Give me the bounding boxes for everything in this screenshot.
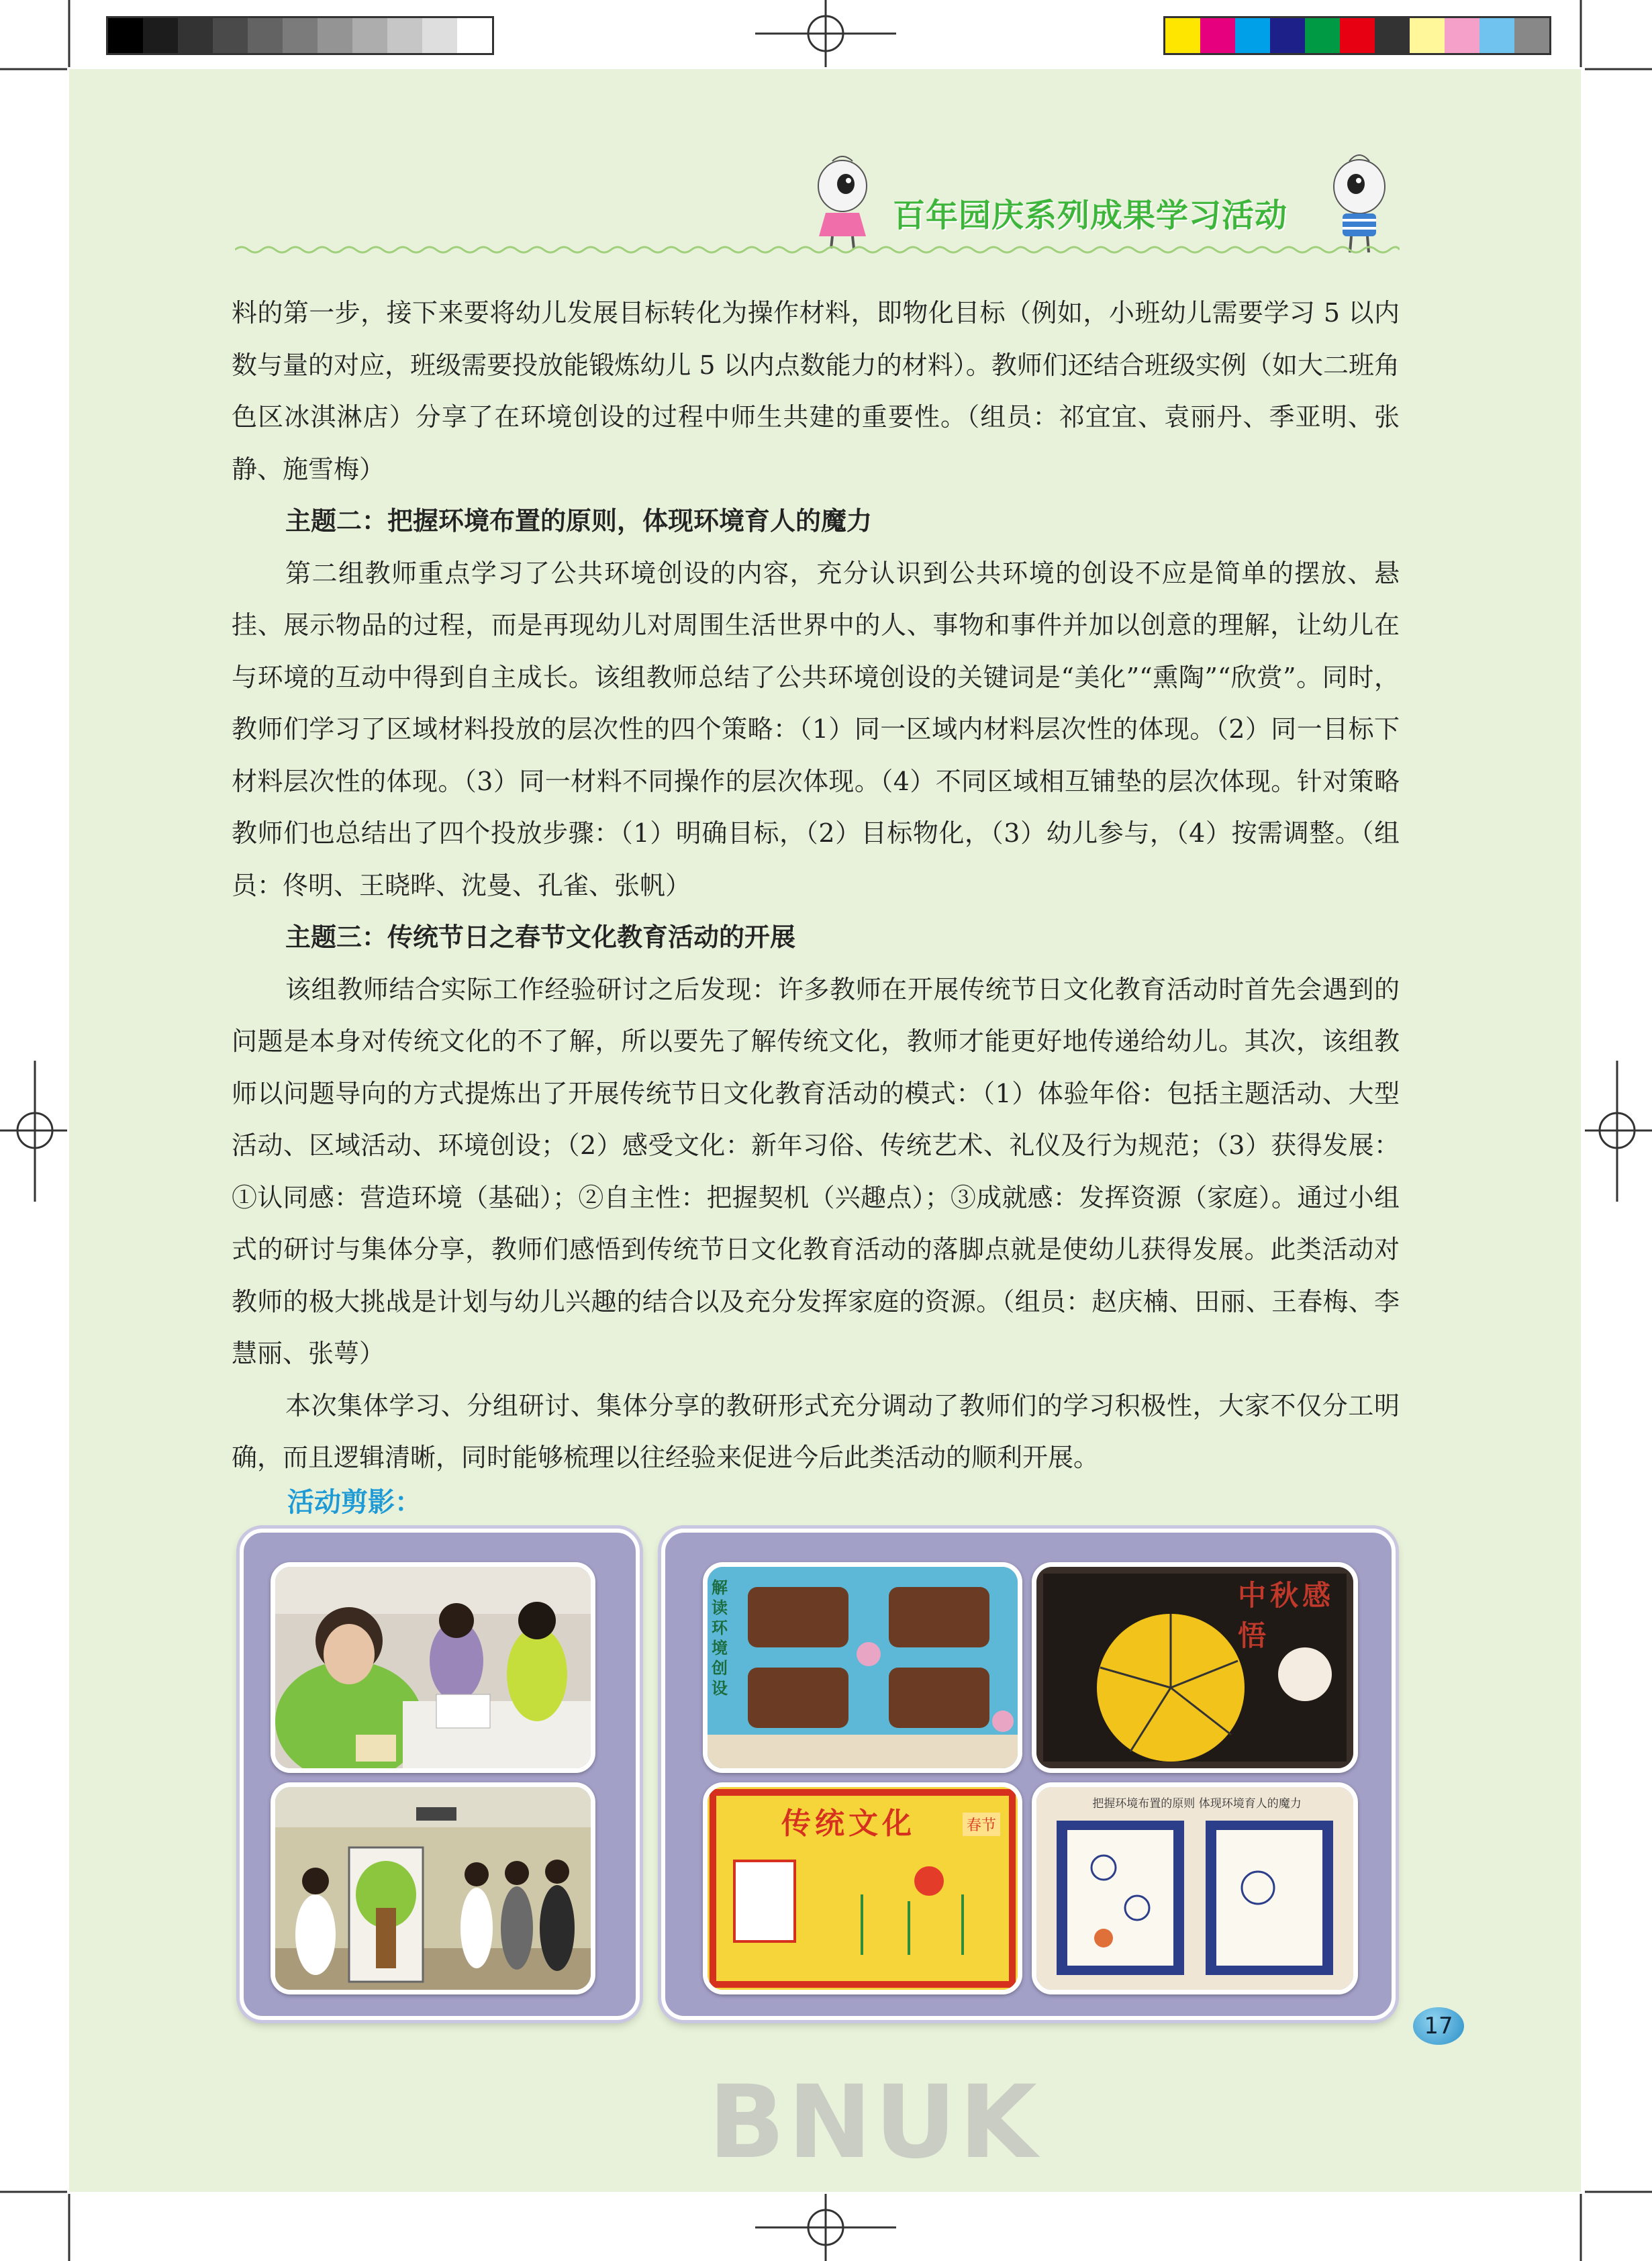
photo-board-environment: [703, 1562, 1022, 1773]
photo-board-traditional-culture: [703, 1782, 1022, 1994]
photo-board-mid-autumn: [1032, 1562, 1358, 1773]
page-header: [806, 154, 1410, 255]
board3-tag: 春节: [963, 1813, 1000, 1836]
board3-title: 传统文化: [781, 1807, 916, 1841]
article-body: [232, 287, 1400, 1484]
photo-teachers-studying: [271, 1562, 595, 1773]
mascot-boy-icon: [1319, 154, 1400, 255]
section-heading-2: 主题二：把握环境布置的原则，体现环境育人的魔力: [285, 506, 873, 536]
header-title: 百年园庆系列成果学习活动: [893, 197, 1288, 234]
mascot-girl-icon: [806, 156, 879, 250]
section-heading-3: 主题三：传统节日之春节文化教育活动的开展: [285, 922, 796, 952]
page-number: 17: [1413, 2007, 1464, 2045]
photo-frame-left: [240, 1529, 640, 2020]
grayscale-color-bar: [106, 16, 494, 55]
photo-group-sharing: [271, 1782, 595, 1994]
board4-title: 把握环境布置的原则 体现环境育人的魔力: [1092, 1797, 1302, 1811]
paragraph-1: 料的第一步，接下来要将幼儿发展目标转化为操作材料，即物化目标（例如，小班幼儿需要学习 5 以内数与量的对应，班级需要投放能锻炼幼儿 5 以内点数能力的材料）。教师们还结合班级实例（如大二班角色区冰淇淋店）分享了在环境创设的过程中师生共建的重要性。（组员：祁宜宜、袁丽丹、季亚明、张静、施雪梅）: [232, 298, 1400, 484]
photos-subtitle: 活动剪影：: [287, 1487, 422, 1518]
header-divider: [235, 243, 1400, 256]
paragraph-2: 第二组教师重点学习了公共环境创设的内容，充分认识到公共环境的创设不应是简单的摆放、悬挂、展示物品的过程，而是再现幼儿对周围生活世界中的人、事物和事件并加以创意的理解，让幼儿在与环境的互动中得到自主成长。该组教师总结了公共环境创设的关键词是“美化”“熏陶”“欣赏”。同时，教师们学习了区域材料投放的层次性的四个策略：（1）同一区域内材料层次性的体现。（2）同一目标下材料层次性的体现。（3）同一材料不同操作的层次体现。（4）不同区域相互铺垫的层次体现。针对策略教师们也总结出了四个投放步骤：（1）明确目标，（2）目标物化，（3）幼儿参与，（4）按需调整。（组员：佟明、王晓晔、沈曼、孔雀、张帆）: [232, 558, 1400, 900]
watermark: BNUK: [708, 2064, 1040, 2181]
paragraph-3: 该组教师结合实际工作经验研讨之后发现：许多教师在开展传统节日文化教育活动时首先会遇到的问题是本身对传统文化的不了解，所以要先了解传统文化，教师才能更好地传递给幼儿。其次，该组教师以问题导向的方式提炼出了开展传统节日文化教育活动的模式：（1）体验年俗：包括主题活动、大型活动、区域活动、环境创设；（2）感受文化：新年习俗、传统艺术、礼仪及行为规范；（3）获得发展：①认同感：营造环境（基础）；②自主性：把握契机（兴趣点）；③成就感：发挥资源（家庭）。通过小组式的研讨与集体分享，教师们感悟到传统节日文化教育活动的落脚点就是使幼儿获得发展。此类活动对教师的极大挑战是计划与幼儿兴趣的结合以及充分发挥家庭的资源。（组员：赵庆楠、田丽、王春梅、李慧丽、张萼）: [232, 974, 1400, 1368]
board1-title: 解读环境创设: [712, 1578, 728, 1698]
board2-title: 中秋感悟: [1238, 1579, 1335, 1652]
cmyk-color-bar: [1163, 16, 1551, 55]
photo-board-principles: [1032, 1782, 1358, 1994]
paragraph-4: 本次集体学习、分组研讨、集体分享的教研形式充分调动了教师们的学习积极性，大家不仅分工明确，而且逻辑清晰，同时能够梳理以往经验来促进今后此类活动的顺利开展。: [232, 1390, 1400, 1472]
photo-frame-right: [661, 1529, 1396, 2020]
